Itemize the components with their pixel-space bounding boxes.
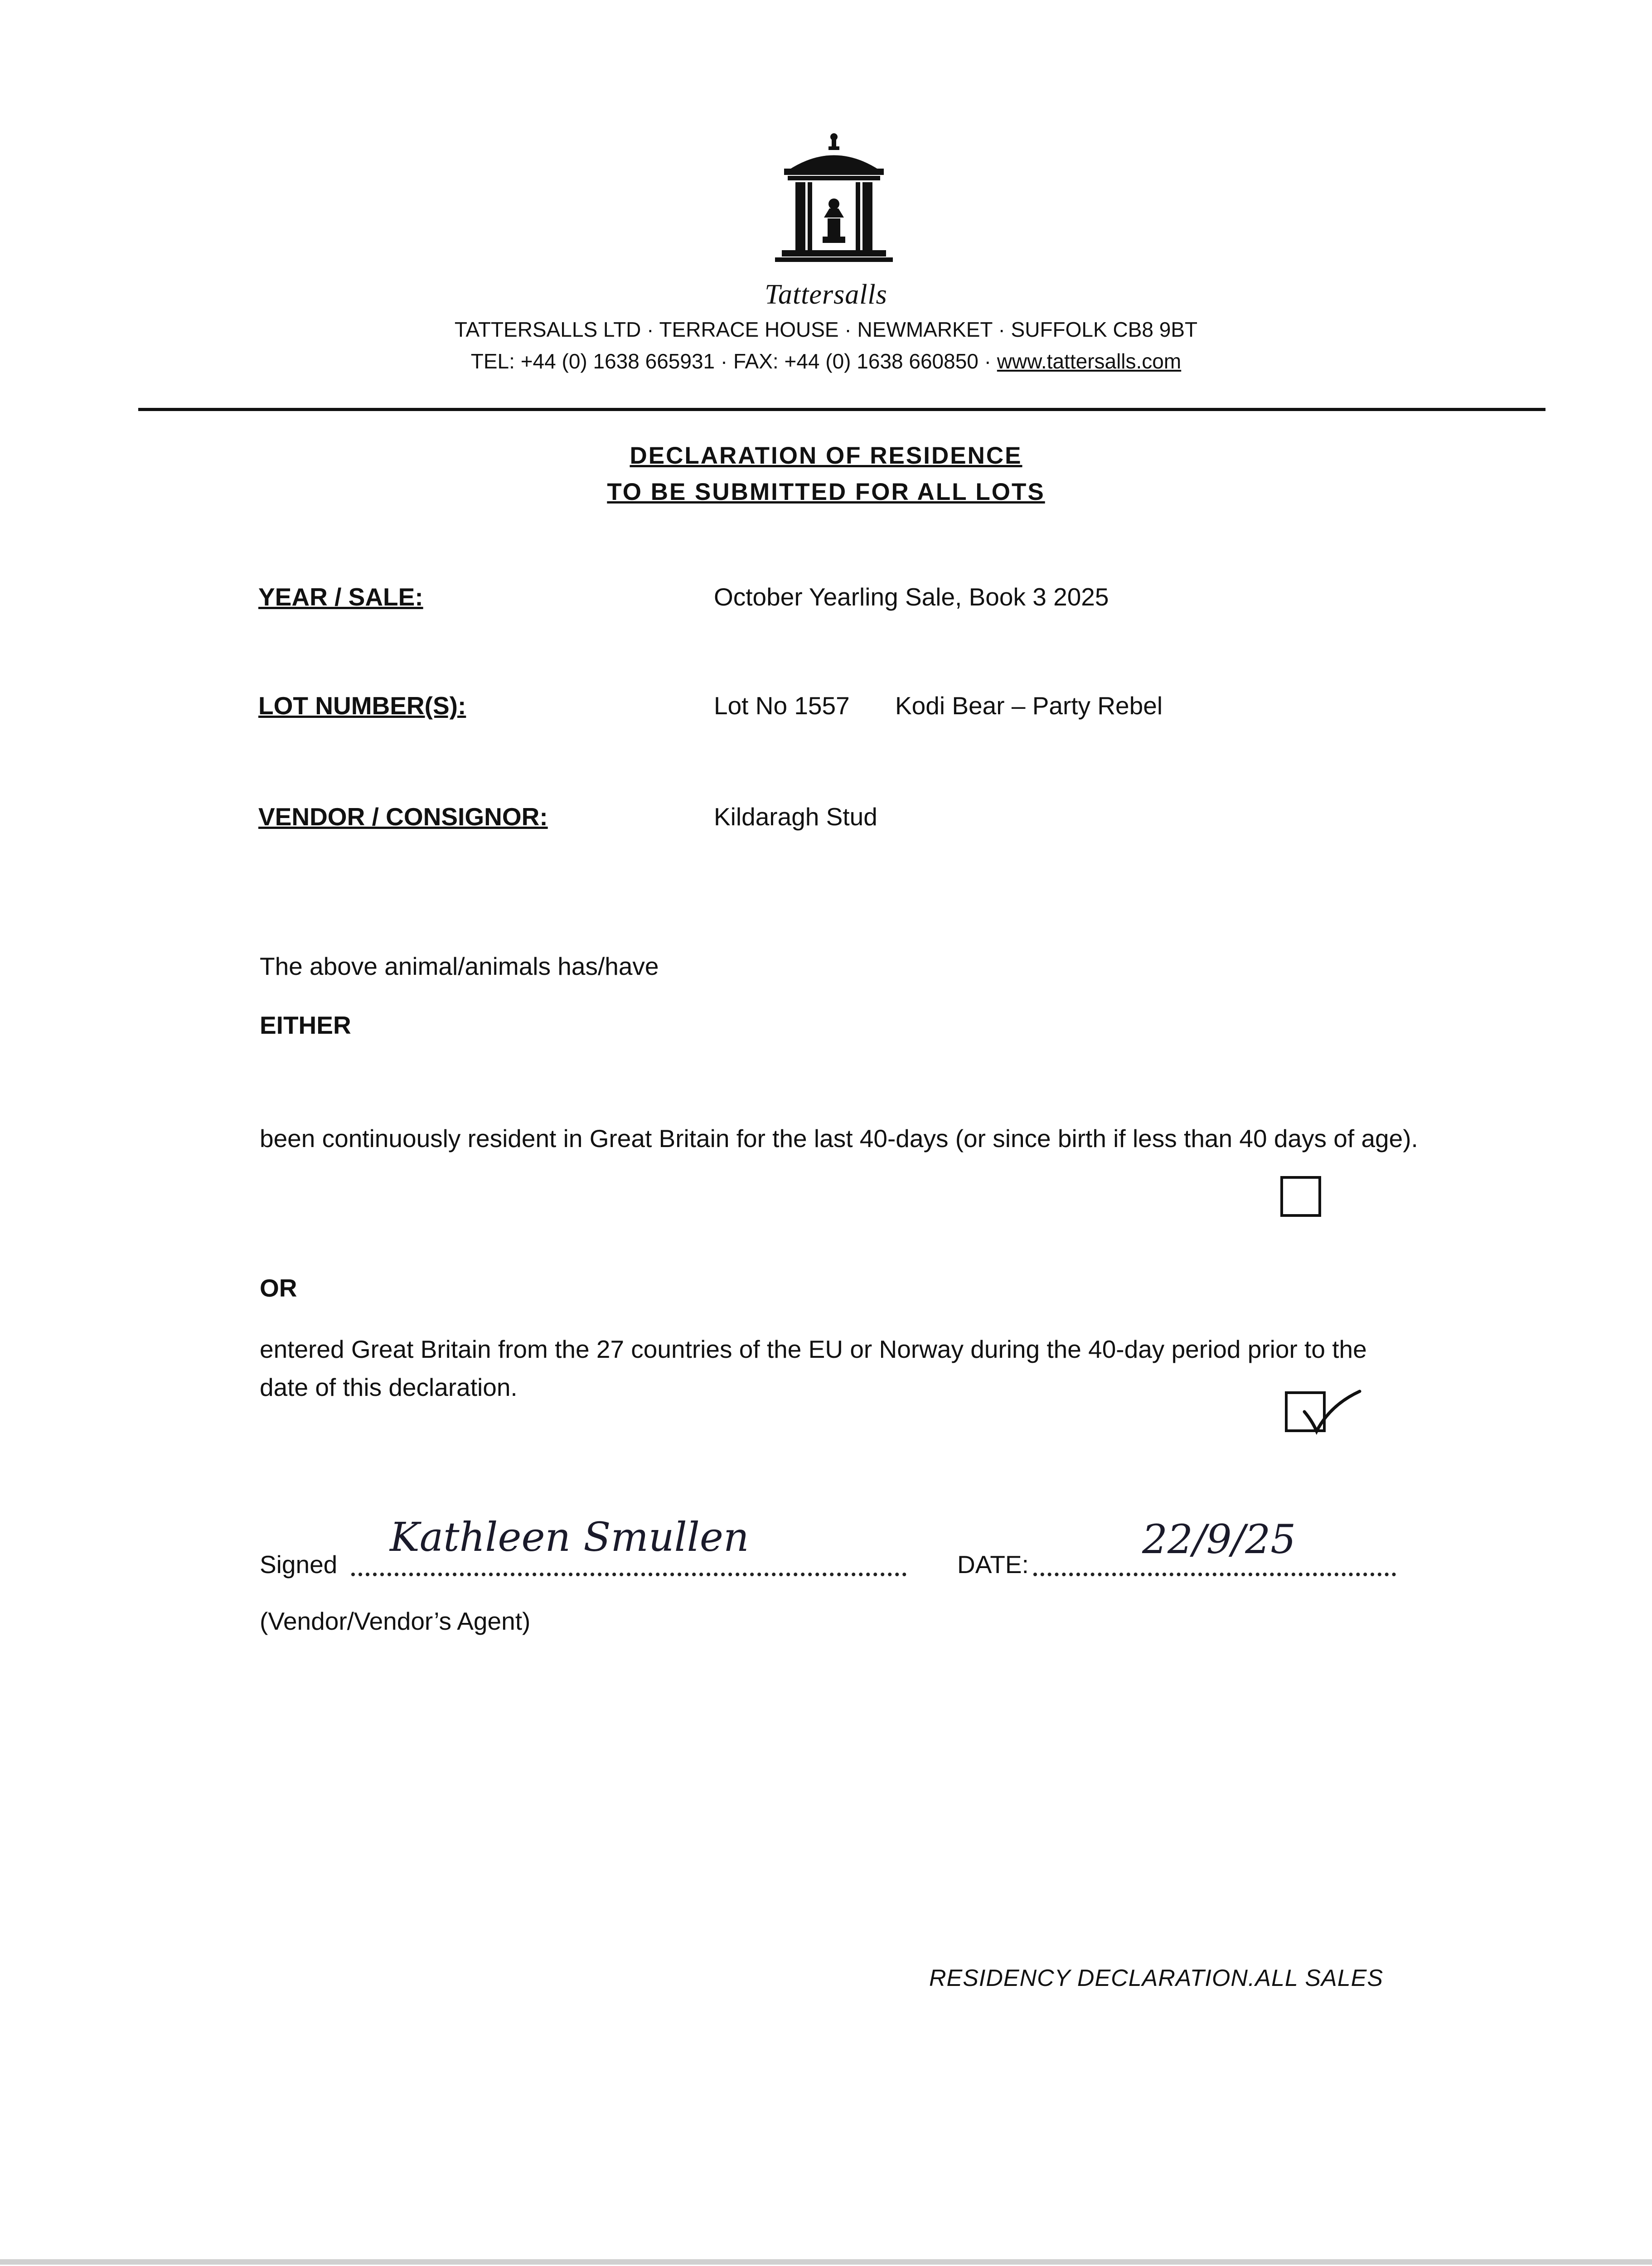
handwritten-signature: Kathleen Smullen [390,1514,749,1560]
vendor-agent-label: (Vendor/Vendor’s Agent) [260,1607,531,1635]
lot-number-value: Lot No 1557 [714,692,850,720]
brand-wordmark: Tattersalls [765,279,887,310]
handwritten-date: 22/9/25 [1142,1516,1296,1563]
year-sale-label: YEAR / SALE: [258,583,423,611]
company-address: TATTERSALLS LTD · TERRACE HOUSE · NEWMARKET · SUFFOLK CB8 9BT [454,318,1198,341]
vendor-value: Kildaragh Stud [714,803,877,831]
signature-line [351,1573,906,1576]
lot-number-label: LOT NUMBER(S): [258,692,466,720]
tattersalls-pavilion-logo [770,131,897,281]
option1-checkbox[interactable] [1280,1176,1321,1217]
contact-line [227,349,1425,373]
signed-label: Signed [260,1550,338,1578]
form-subtitle: TO BE SUBMITTED FOR ALL LOTS [607,479,1045,505]
lot-horse-name: Kodi Bear – Party Rebel [895,692,1163,720]
option-entered-from-eu: entered Great Britain from the 27 countries of the EU or Norway during the 40-day period prior to the date of this declaration. [260,1335,1367,1401]
option-continuous-residence: been continuously resident in Great Britain for the last 40-days (or since birth if less than 40 days of age). [260,1124,1418,1152]
statement-intro: The above animal/animals has/have [260,952,659,980]
year-sale-value: October Yearling Sale, Book 3 2025 [714,583,1109,611]
checkmark-icon [1296,1378,1364,1441]
form-reference: RESIDENCY DECLARATION.ALL SALES [929,1965,1384,1991]
either-heading: EITHER [260,1011,351,1039]
website-link[interactable]: www.tattersalls.com [997,349,1182,373]
date-label: DATE: [957,1550,1029,1578]
form-title: DECLARATION OF RESIDENCE [630,442,1022,469]
header-divider [138,408,1545,411]
scan-edge [0,2259,1652,2265]
vendor-label: VENDOR / CONSIGNOR: [258,803,548,831]
or-heading: OR [260,1274,297,1302]
phone-fax: TEL: +44 (0) 1638 665931 · FAX: +44 (0) 1638 660850 · [470,349,997,373]
date-line [1033,1573,1396,1576]
